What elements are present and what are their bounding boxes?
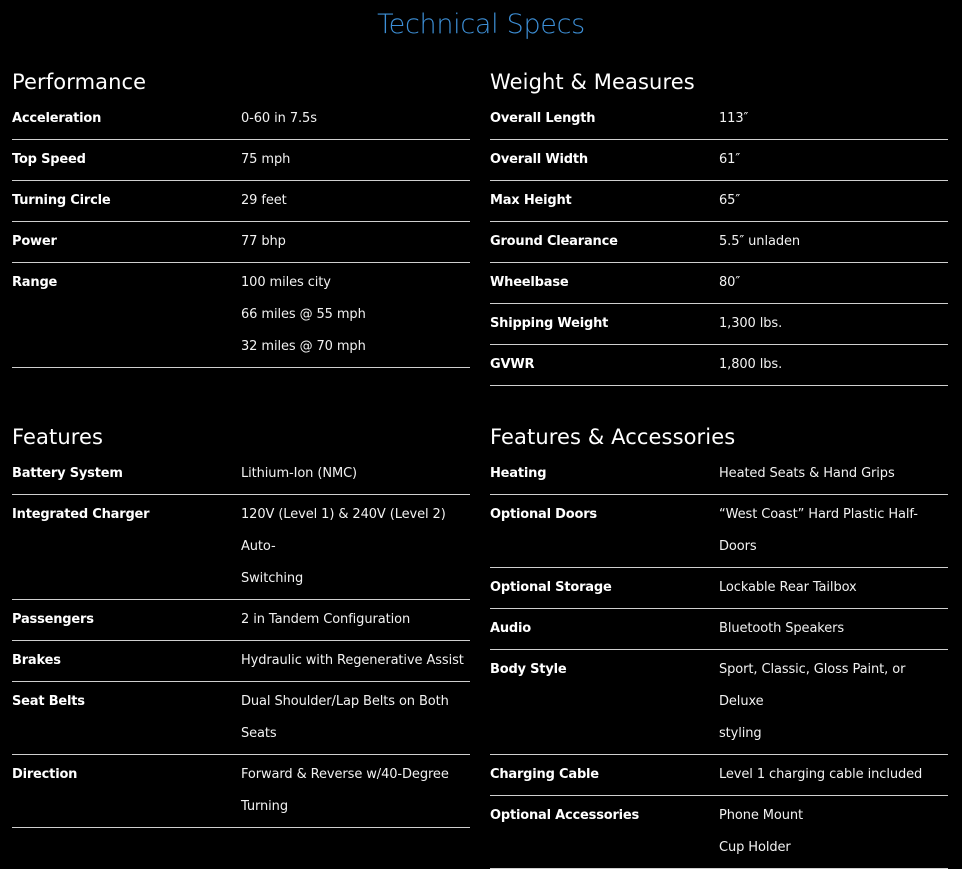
spec-row <box>12 495 470 600</box>
spec-value-line: “West Coast” Hard Plastic Half-Doors <box>719 507 918 554</box>
spec-value-line: Heated Seats & Hand Grips <box>719 466 895 481</box>
spec-row <box>490 345 948 386</box>
spec-label: Passengers <box>12 612 94 627</box>
spec-value-line: Seats <box>241 726 277 741</box>
spec-value-line: 113″ <box>719 111 749 126</box>
spec-value-line: 61″ <box>719 152 741 167</box>
spec-value <box>719 226 948 258</box>
spec-value-line: 0-60 in 7.5s <box>241 111 317 126</box>
spec-row <box>12 755 470 828</box>
spec-value-line: Level 1 charging cable included <box>719 767 923 782</box>
spec-value-line: Hydraulic with Regenerative Assist <box>241 653 464 668</box>
spec-value-line: Phone Mount <box>719 808 804 823</box>
spec-label: Body Style <box>490 662 567 677</box>
spec-value <box>719 572 948 604</box>
spec-value <box>241 499 470 595</box>
spec-row <box>12 600 470 641</box>
spec-label: Overall Width <box>490 152 588 167</box>
spec-value-line: Cup Holder <box>719 840 791 855</box>
spec-value <box>241 144 470 176</box>
spec-value <box>719 800 948 864</box>
spec-label: GVWR <box>490 357 535 372</box>
weight-measures-heading: Weight & Measures <box>490 70 695 94</box>
features-accessories-heading: Features & Accessories <box>490 425 736 449</box>
spec-row <box>12 222 470 263</box>
spec-value <box>241 759 470 823</box>
spec-value-line: 5.5″ unladen <box>719 234 801 249</box>
spec-row <box>12 99 470 140</box>
spec-value <box>719 759 948 791</box>
spec-label: Optional Storage <box>490 580 612 595</box>
spec-value <box>719 308 948 340</box>
spec-row <box>490 650 948 755</box>
spec-value-line: 75 mph <box>241 152 291 167</box>
spec-label: Power <box>12 234 57 249</box>
spec-label: Overall Length <box>490 111 596 126</box>
spec-value <box>241 686 470 750</box>
spec-label: Top Speed <box>12 152 86 167</box>
spec-row <box>490 99 948 140</box>
spec-row <box>12 682 470 755</box>
spec-value <box>241 226 470 258</box>
spec-label: Shipping Weight <box>490 316 609 331</box>
spec-value <box>719 185 948 217</box>
spec-value-line: 65″ <box>719 193 741 208</box>
spec-row <box>490 755 948 796</box>
spec-label: Heating <box>490 466 547 481</box>
spec-label: Battery System <box>12 466 123 481</box>
spec-value-line: 100 miles city <box>241 275 331 290</box>
performance-heading: Performance <box>12 70 147 94</box>
spec-value-line: styling <box>719 726 762 741</box>
spec-value <box>241 604 470 636</box>
spec-value <box>719 267 948 299</box>
performance-spec-list <box>12 99 470 368</box>
spec-label: Acceleration <box>12 111 102 126</box>
spec-row <box>12 181 470 222</box>
spec-value <box>719 613 948 645</box>
spec-row <box>490 140 948 181</box>
spec-value-line: 2 in Tandem Configuration <box>241 612 411 627</box>
spec-row <box>490 568 948 609</box>
spec-row <box>12 454 470 495</box>
spec-value <box>719 654 948 750</box>
spec-row <box>490 222 948 263</box>
spec-value-line: 1,300 lbs. <box>719 316 783 331</box>
spec-value-line: Forward & Reverse w/40-Degree <box>241 767 449 782</box>
spec-value <box>241 267 470 363</box>
spec-label: Direction <box>12 767 78 782</box>
spec-value-line: Switching <box>241 571 304 586</box>
spec-label: Range <box>12 275 58 290</box>
spec-value-line: 80″ <box>719 275 741 290</box>
spec-value-line: 66 miles @ 55 mph <box>241 307 366 322</box>
spec-row <box>490 454 948 495</box>
spec-row <box>490 609 948 650</box>
spec-value <box>241 185 470 217</box>
spec-value-line: 32 miles @ 70 mph <box>241 339 366 354</box>
spec-label: Optional Accessories <box>490 808 640 823</box>
spec-row <box>490 263 948 304</box>
spec-label: Optional Doors <box>490 507 597 522</box>
spec-label: Max Height <box>490 193 572 208</box>
spec-value <box>719 458 948 490</box>
spec-value <box>719 349 948 381</box>
spec-value-line: 29 feet <box>241 193 287 208</box>
page-title: Technical Specs <box>377 9 585 40</box>
spec-value-line: Dual Shoulder/Lap Belts on Both <box>241 694 449 709</box>
spec-value-line: Sport, Classic, Gloss Paint, or Deluxe <box>719 662 906 709</box>
spec-row <box>490 796 948 869</box>
spec-label: Charging Cable <box>490 767 599 782</box>
spec-row <box>490 495 948 568</box>
spec-row <box>12 140 470 181</box>
spec-value <box>241 103 470 135</box>
features-heading: Features <box>12 425 104 449</box>
spec-value <box>241 458 470 490</box>
spec-row <box>490 304 948 345</box>
features-accessories-spec-list <box>490 454 948 869</box>
weight-measures-spec-list <box>490 99 948 386</box>
spec-label: Ground Clearance <box>490 234 618 249</box>
weight-measures-section <box>490 68 948 386</box>
spec-value <box>719 103 948 135</box>
spec-label: Integrated Charger <box>12 507 150 522</box>
spec-value-line: Lockable Rear Tailbox <box>719 580 857 595</box>
spec-label: Audio <box>490 621 532 636</box>
spec-row <box>12 263 470 368</box>
spec-label: Turning Circle <box>12 193 111 208</box>
spec-label: Wheelbase <box>490 275 569 290</box>
spec-label: Brakes <box>12 653 61 668</box>
spec-value-line: Lithium-Ion (NMC) <box>241 466 358 481</box>
spec-row <box>490 181 948 222</box>
features-accessories-section <box>490 423 948 869</box>
spec-value-line: Turning <box>241 799 288 814</box>
spec-value <box>719 499 948 563</box>
spec-value-line: Bluetooth Speakers <box>719 621 845 636</box>
performance-section <box>12 68 470 368</box>
spec-value-line: 1,800 lbs. <box>719 357 783 372</box>
spec-label: Seat Belts <box>12 694 85 709</box>
spec-value <box>241 645 470 677</box>
spec-value-line: 77 bhp <box>241 234 286 249</box>
spec-row <box>12 641 470 682</box>
features-section <box>12 423 470 828</box>
features-spec-list <box>12 454 470 828</box>
spec-value-line: 120V (Level 1) & 240V (Level 2) Auto- <box>241 507 446 554</box>
spec-value <box>719 144 948 176</box>
